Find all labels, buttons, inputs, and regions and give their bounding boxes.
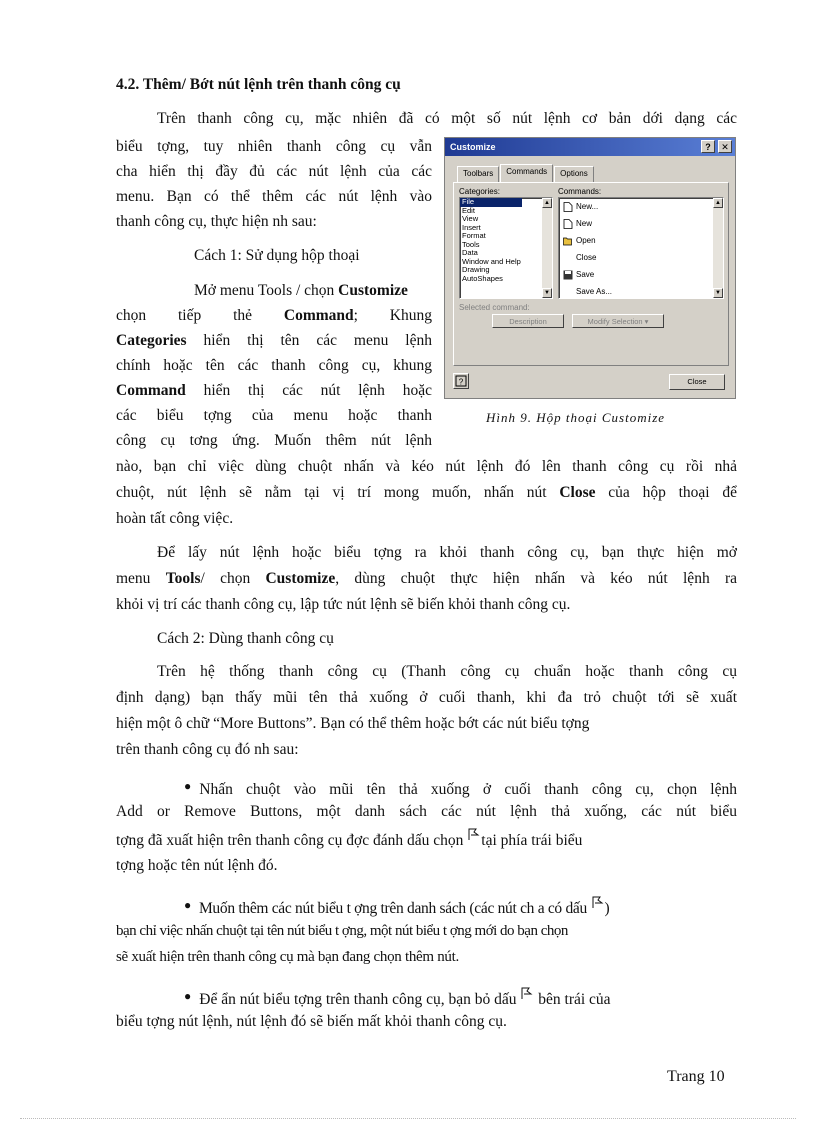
checkmark-flag-icon: [520, 986, 534, 1000]
bullet1-line4: tợng hoặc tên nút lệnh đó.: [116, 857, 278, 874]
scroll-up-icon[interactable]: ▲: [713, 198, 723, 208]
category-item[interactable]: Format: [462, 231, 486, 240]
section-heading: 4.2. Thêm/ Bớt nút lệnh trên thanh công cụ: [116, 76, 401, 93]
bullet-dot-icon: ●: [184, 898, 191, 912]
figure-caption: Hình 9. Hộp thoại Customize: [486, 410, 666, 425]
tab-options[interactable]: Options: [554, 166, 594, 182]
command-item[interactable]: New...: [559, 198, 723, 215]
bullet1-line2: Add or Remove Buttons, một danh sách các nút lệnh thả xuống, các nút biểu: [116, 803, 737, 820]
category-item[interactable]: File: [460, 198, 522, 207]
para1-line5: thanh công cụ, thực hiện nh sau:: [116, 213, 317, 230]
dialog-titlebar: [445, 138, 735, 156]
tab-commands[interactable]: Commands: [500, 164, 553, 182]
category-item[interactable]: Edit: [462, 205, 475, 215]
scroll-down-icon[interactable]: ▼: [713, 288, 723, 298]
checkmark-flag-icon: [591, 895, 605, 909]
command-item[interactable]: Save As...: [576, 287, 613, 296]
dialog-title: Customize: [450, 142, 496, 152]
method2-line4: trên thanh công cụ đó nh sau:: [116, 741, 299, 758]
footer-divider: [20, 1118, 796, 1119]
command-item[interactable]: New: [559, 215, 723, 232]
method1-line8: nào, bạn chỉ việc dùng chuột nhấn và kéo nút lệnh đó lên thanh công cụ rồi nhả: [116, 458, 737, 475]
categories-list[interactable]: [459, 197, 553, 299]
method1-line7: công cụ tơng ứng. Muốn thêm nút lệnh: [116, 432, 432, 449]
modify-selection-button[interactable]: Modify Selection ▾: [572, 314, 664, 328]
commands-tab-panel: [453, 182, 729, 366]
method1-title: Cách 1: Sử dụng hộp thoại: [194, 247, 360, 264]
tab-toolbars[interactable]: Toolbars: [457, 166, 499, 182]
svg-text:?: ?: [458, 377, 464, 387]
para1-line1: Trên thanh công cụ, mặc nhiên đã có một số nút lệnh cơ bản dới dạng các: [157, 110, 737, 127]
category-item[interactable]: Tools: [462, 239, 480, 249]
method1-line4: chính hoặc tên các thanh công cụ, khung: [116, 357, 432, 374]
bullet1-line1: ● Nhấn chuột vào mũi tên thả xuống ở cuối thanh công cụ, chọn lệnh: [184, 773, 737, 803]
scroll-up-icon[interactable]: ▲: [542, 198, 552, 208]
method1-line3: Categories hiển thị tên các menu lệnh: [116, 332, 432, 349]
bullet2-line2: bạn chỉ việc nhấn chuột tại tên nút biểu t ợng, một nút biểu t ợng mới do bạn chọn: [116, 923, 568, 939]
close-x-button[interactable]: ✕: [718, 140, 732, 153]
bullet-dot-icon: ●: [184, 989, 192, 1003]
method1-line2: chọn tiếp thẻ Command; Khung: [116, 307, 432, 324]
save-disk-icon: [563, 270, 573, 280]
command-item[interactable]: Save: [559, 266, 723, 283]
method1-line5: Command hiển thị các nút lệnh hoặc: [116, 382, 432, 399]
commands-label: Commands:: [558, 187, 602, 196]
method1-line6: các biểu tợng của menu hoặc thanh: [116, 407, 432, 424]
bullet2-line1: ● Muốn thêm các nút biểu t ợng trên danh sách (các nút ch a có dấu ): [184, 892, 740, 922]
para1-line2: biểu tợng, tuy nhiên thanh công cụ vẫn: [116, 138, 432, 155]
method1-line9: chuột, nút lệnh sẽ nằm tại vị trí mong muốn, nhấn nút Close của hộp thoại để: [116, 484, 737, 501]
help-icon[interactable]: [453, 373, 469, 389]
method1-line1: Mở menu Tools / chọn Customize: [194, 282, 408, 299]
dialog-tabs: [457, 166, 595, 182]
bullet2-line3: sẽ xuất hiện trên thanh công cụ mà bạn đang chọn thêm nút.: [116, 949, 459, 965]
method2-line2: định dạng) bạn thấy mũi tên thả xuống ở cuối thanh, khi đa trỏ chuột tới sẽ xuất: [116, 689, 737, 706]
commands-list[interactable]: [558, 197, 724, 299]
method2-line1: Trên hệ thống thanh công cụ (Thanh công cụ chuẩn hoặc thanh công cụ: [157, 663, 737, 680]
command-item[interactable]: Close: [576, 253, 597, 262]
remove-line1: Để lấy nút lệnh hoặc biểu tợng ra khỏi thanh công cụ, bạn thực hiện mở: [157, 544, 737, 561]
category-item[interactable]: Insert: [462, 222, 481, 232]
description-button[interactable]: Description: [492, 314, 564, 328]
category-item[interactable]: Drawing: [462, 265, 490, 274]
open-folder-icon: [563, 236, 573, 246]
close-button[interactable]: Close: [669, 374, 725, 390]
categories-label: Categories:: [459, 187, 500, 196]
remove-line2: menu Tools/ chọn Customize, dùng chuột thực hiện nhấn và kéo nút lệnh ra: [116, 570, 738, 587]
categories-scrollbar[interactable]: [542, 198, 552, 298]
category-item[interactable]: Window and Help: [462, 256, 521, 266]
method2-title: Cách 2: Dùng thanh công cụ: [157, 630, 334, 647]
method2-line3: hiện một ô chữ “More Buttons”. Bạn có thể thêm hoặc bớt các nút biểu tợng: [116, 715, 590, 732]
remove-line3: khỏi vị trí các thanh công cụ, lập tức nút lệnh sẽ biến khỏi thanh công cụ.: [116, 596, 571, 613]
new-document-icon: [563, 202, 573, 212]
commands-scrollbar[interactable]: [713, 198, 723, 298]
command-item[interactable]: Open: [559, 232, 723, 249]
category-item[interactable]: View: [462, 214, 479, 223]
method1-line10: hoàn tất công việc.: [116, 510, 234, 527]
page-number: Trang 10: [667, 1068, 725, 1085]
new-document-icon: [563, 219, 573, 229]
category-item[interactable]: Data: [462, 248, 478, 257]
selected-command-label: Selected command:: [459, 303, 530, 312]
checkmark-flag-icon: [467, 827, 481, 841]
scroll-down-icon[interactable]: ▼: [542, 288, 552, 298]
bullet-dot-icon: ●: [184, 779, 192, 793]
customize-dialog: [444, 137, 736, 399]
category-item[interactable]: AutoShapes: [462, 273, 503, 283]
bullet3-line2: biểu tợng nút lệnh, nút lệnh đó sẽ biến mất khỏi thanh công cụ.: [116, 1013, 507, 1030]
bullet3-line1: ● Để ẩn nút biểu tợng trên thanh công cụ, bạn bỏ dấu bên trái của: [184, 983, 740, 1013]
para1-line3: cha hiển thị đầy đủ các nút lệnh của các: [116, 163, 432, 180]
bullet1-line3: tợng đã xuất hiện trên thanh công cụ đợc đánh dấu chọn tại phía trái biểu: [116, 827, 737, 854]
para1-line4: menu. Bạn có thể thêm các nút lệnh vào: [116, 188, 432, 205]
help-button[interactable]: ?: [701, 140, 715, 153]
